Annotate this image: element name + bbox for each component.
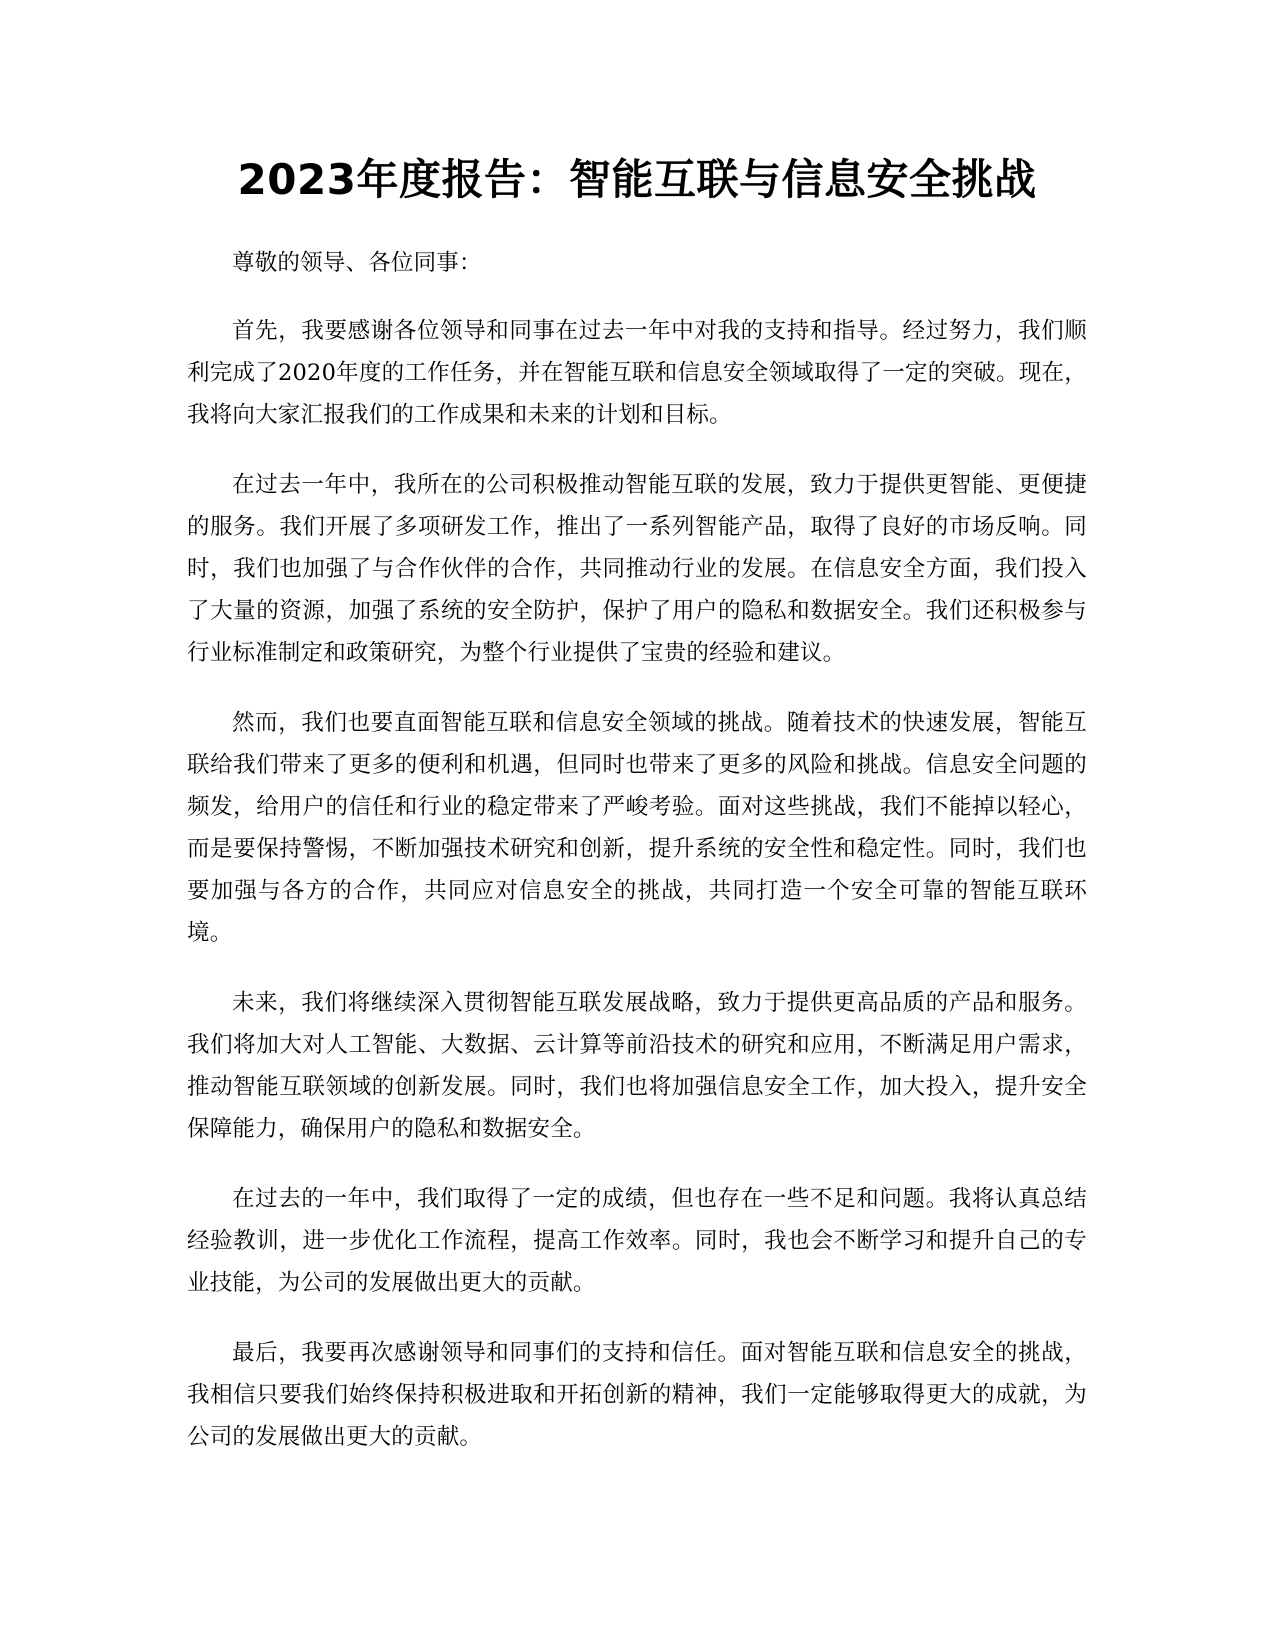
document-page	[187, 0, 1087, 1486]
salutation: 尊敬的领导、各位同事：	[232, 250, 482, 276]
document-title: 2023年度报告：智能互联与信息安全挑战	[237, 155, 1037, 204]
paragraph-6: 最后，我要再次感谢领导和同事们的支持和信任。面对智能互联和信息安全的挑战，我相信只要我们始终保持积极进取和开拓创新的精神，我们一定能够取得更大的成就，为公司的发展做出更大的贡献。	[187, 1340, 1087, 1450]
paragraph-4: 未来，我们将继续深入贯彻智能互联发展战略，致力于提供更高品质的产品和服务。我们将加大对人工智能、大数据、云计算等前沿技术的研究和应用，不断满足用户需求，推动智能互联领域的创新发展。同时，我们也将加强信息安全工作，加大投入，提升安全保障能力，确保用户的隐私和数据安全。	[187, 990, 1087, 1142]
paragraph-3: 然而，我们也要直面智能互联和信息安全领域的挑战。随着技术的快速发展，智能互联给我们带来了更多的便利和机遇，但同时也带来了更多的风险和挑战。信息安全问题的频发，给用户的信任和行业的稳定带来了严峻考验。面对这些挑战，我们不能掉以轻心，而是要保持警惕，不断加强技术研究和创新，提升系统的安全性和稳定性。同时，我们也要加强与各方的合作，共同应对信息安全的挑战，共同打造一个安全可靠的智能互联环境。	[187, 710, 1087, 946]
paragraph-5: 在过去的一年中，我们取得了一定的成绩，但也存在一些不足和问题。我将认真总结经验教训，进一步优化工作流程，提高工作效率。同时，我也会不断学习和提升自己的专业技能，为公司的发展做出更大的贡献。	[187, 1186, 1087, 1296]
paragraph-1: 首先，我要感谢各位领导和同事在过去一年中对我的支持和指导。经过努力，我们顺利完成了2020年度的工作任务，并在智能互联和信息安全领域取得了一定的突破。现在，我将向大家汇报我们的工作成果和未来的计划和目标。	[187, 318, 1087, 428]
paragraph-2: 在过去一年中，我所在的公司积极推动智能互联的发展，致力于提供更智能、更便捷的服务。我们开展了多项研发工作，推出了一系列智能产品，取得了良好的市场反响。同时，我们也加强了与合作伙伴的合作，共同推动行业的发展。在信息安全方面，我们投入了大量的资源，加强了系统的安全防护，保护了用户的隐私和数据安全。我们还积极参与行业标准制定和政策研究，为整个行业提供了宝贵的经验和建议。	[187, 472, 1087, 666]
document-body	[187, 242, 1087, 1458]
